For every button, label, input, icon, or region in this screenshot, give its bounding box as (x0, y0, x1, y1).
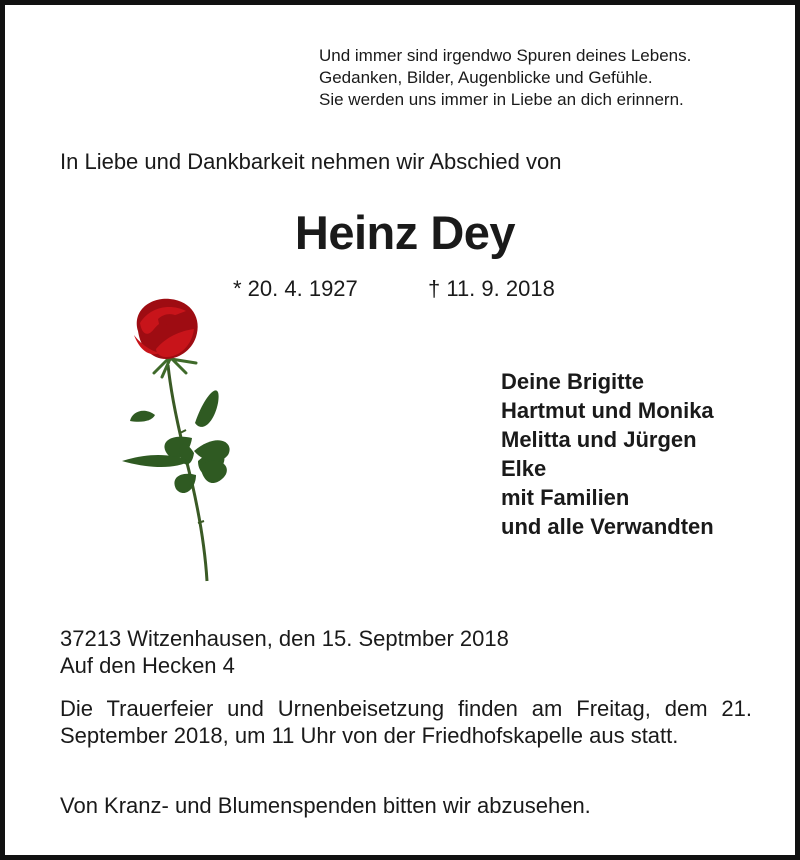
deceased-name: Heinz Dey (294, 206, 516, 259)
rose-leaf (200, 461, 227, 483)
donation-note: Von Kranz- und Blumenspenden bitten wir abzusehen. (60, 793, 591, 818)
rose-leaf (130, 411, 155, 422)
rose-stem (168, 365, 207, 581)
mourners-list (501, 367, 714, 541)
life-dates (233, 276, 555, 302)
poem-line: Und immer sind irgendwo Spuren deines Lebens. (319, 46, 692, 65)
poem-line: Gedanken, Bilder, Augenblicke und Gefühle. (319, 68, 653, 87)
mourner-line: Elke (501, 456, 547, 481)
ceremony-info: Die Trauerfeier und Urnenbeisetzung finden am Freitag, dem 21. September 2018, um 11 Uhr von der Friedhofskapelle aus statt. (60, 696, 752, 748)
birth-date: * 20. 4. 1927 (233, 276, 358, 301)
poem-line: Sie werden uns immer in Liebe an dich erinnern. (319, 90, 684, 109)
memorial-poem (319, 45, 789, 111)
rose-leaf (195, 390, 219, 427)
mourner-line: mit Familien (501, 485, 630, 510)
mourner-line: Hartmut und Monika (501, 398, 714, 423)
mourner-line: und alle Verwandten (501, 514, 714, 539)
rose-icon (110, 293, 250, 593)
mourner-line: Melitta und Jürgen (501, 427, 697, 452)
address-block (60, 625, 509, 679)
rose-leaf (194, 440, 230, 461)
street-address: Auf den Hecken 4 (60, 653, 235, 678)
death-date: † 11. 9. 2018 (428, 276, 555, 301)
place-and-date: 37213 Witzenhausen, den 15. Septmber 2018 (60, 626, 509, 651)
farewell-intro: In Liebe und Dankbarkeit nehmen wir Abschied von (60, 149, 562, 174)
mourner-line: Deine Brigitte (501, 369, 645, 394)
